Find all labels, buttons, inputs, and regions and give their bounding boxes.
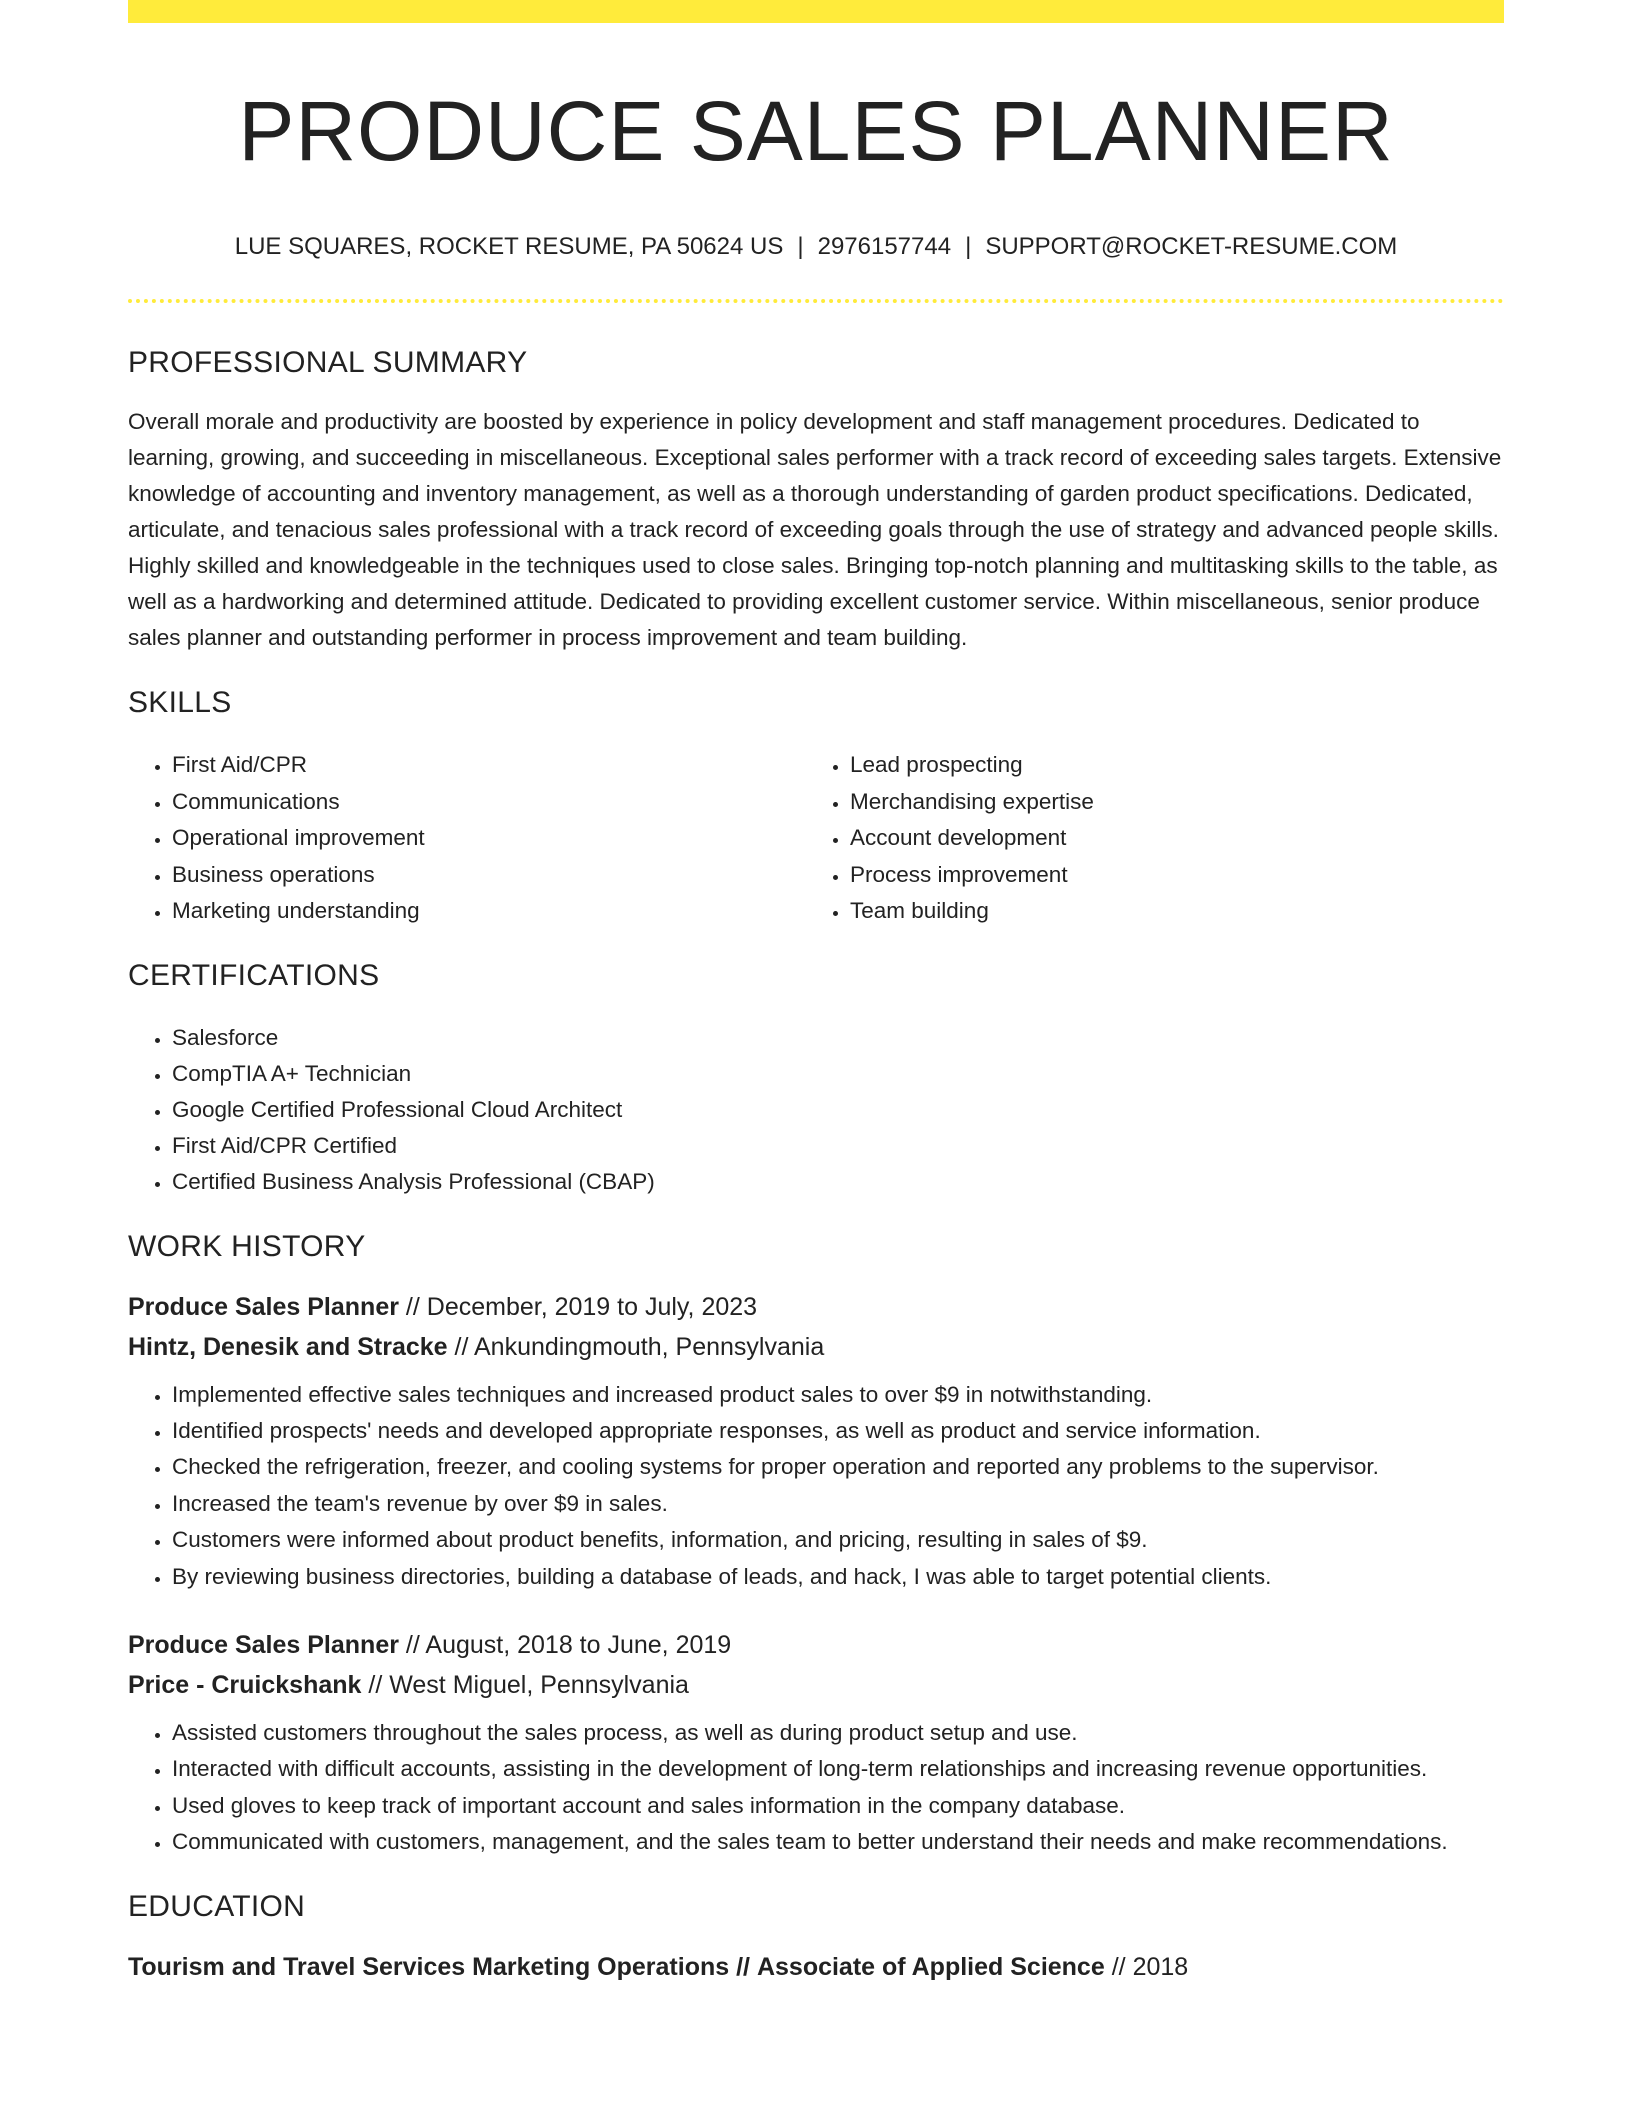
- job-bullets: [128, 1715, 1504, 1861]
- resume-title: PRODUCE SALES PLANNER: [238, 84, 1394, 178]
- job-bullet: • Communicated with customers, management, and the sales team to better understand their needs and make recommendations.: [172, 1824, 1504, 1860]
- skill-item: • Marketing understanding: [172, 893, 806, 930]
- job-location: Ankundingmouth, Pennsylvania: [474, 1332, 825, 1361]
- job-bullet: • By reviewing business directories, building a database of leads, and hack, I was able to target potential clients.: [172, 1559, 1504, 1595]
- job-bullets: [128, 1377, 1504, 1595]
- job-location: West Miguel, Pennsylvania: [389, 1670, 689, 1699]
- job-separator: //: [405, 1630, 420, 1659]
- job-separator: //: [454, 1332, 469, 1361]
- job-role-line: [128, 1625, 1504, 1665]
- skill-item: • Team building: [850, 893, 1504, 930]
- skill-item: • Merchandising expertise: [850, 784, 1504, 821]
- education-program: Tourism and Travel Services Marketing Operations: [128, 1952, 730, 1981]
- job-separator: //: [368, 1670, 383, 1699]
- skill-item: • Process improvement: [850, 857, 1504, 894]
- top-accent-bar: [128, 0, 1504, 23]
- job-role-line: [128, 1287, 1504, 1327]
- skill-item: • Operational improvement: [172, 820, 806, 857]
- work-history-heading: WORK HISTORY: [128, 1229, 366, 1263]
- resume-page: [128, 0, 1504, 1987]
- job-bullet: • Increased the team's revenue by over $9 in sales.: [172, 1486, 1504, 1522]
- skill-item: • Business operations: [172, 857, 806, 894]
- contact-separator: |: [965, 233, 972, 260]
- skills-left-list: [128, 747, 806, 930]
- skill-item: • Account development: [850, 820, 1504, 857]
- job-dates: December, 2019 to July, 2023: [426, 1292, 758, 1321]
- job-bullet: • Implemented effective sales techniques and increased product sales to over $9 in notwithstanding.: [172, 1377, 1504, 1413]
- job-entry: [128, 1625, 1504, 1861]
- education-entry: [128, 1947, 1504, 1987]
- skill-item: • Communications: [172, 784, 806, 821]
- job-company-line: [128, 1665, 1504, 1705]
- education-separator: //: [736, 1952, 750, 1981]
- job-company: Hintz, Denesik and Stracke: [128, 1332, 448, 1361]
- skill-item: • Lead prospecting: [850, 747, 1504, 784]
- job-bullet: • Interacted with difficult accounts, assisting in the development of long-term relationships and increasing revenue opportunities.: [172, 1751, 1504, 1787]
- certifications-heading: CERTIFICATIONS: [128, 958, 380, 992]
- contact-line: [128, 231, 1504, 263]
- skill-item: • First Aid/CPR: [172, 747, 806, 784]
- education-year: 2018: [1132, 1952, 1189, 1981]
- job-dates: August, 2018 to June, 2019: [425, 1630, 732, 1659]
- job-bullet: • Checked the refrigeration, freezer, and cooling systems for proper operation and reported any problems to the supervisor.: [172, 1449, 1504, 1485]
- certification-item: • Google Certified Professional Cloud Architect: [172, 1092, 1504, 1128]
- skills-right-list: [806, 747, 1504, 930]
- skills-heading: SKILLS: [128, 686, 232, 719]
- summary-heading: PROFESSIONAL SUMMARY: [128, 346, 528, 379]
- summary-text: Overall morale and productivity are boosted by experience in policy development and staff management procedures. Dedicated to learning, growing, and succeeding in miscellaneous. Exceptional sales performer with a track record of exceeding sales targets. Extensive knowledge of accounting and inventory management, as well as a thorough understanding of garden product specifications. Dedicated, articulate, and tenacious sales professional with a track record of exceeding goals through the use of strategy and advanced people skills. Highly skilled and knowledgeable in the techniques used to close sales. Bringing top-notch planning and multitasking skills to the table, as well as a hardworking and determined attitude. Dedicated to providing excellent customer service. Within miscellaneous, senior produce sales planner and outstanding performer in process improvement and team building.: [128, 409, 1502, 650]
- job-role: Produce Sales Planner: [128, 1630, 399, 1659]
- education-separator: //: [1111, 1952, 1126, 1981]
- job-company-line: [128, 1327, 1504, 1367]
- education-heading: EDUCATION: [128, 1889, 306, 1923]
- job-bullet: • Customers were informed about product benefits, information, and pricing, resulting in sales of $9.: [172, 1522, 1504, 1558]
- job-company: Price - Cruickshank: [128, 1670, 362, 1699]
- certification-item: • Certified Business Analysis Professional (CBAP): [172, 1164, 1504, 1200]
- job-bullet: • Assisted customers throughout the sales process, as well as during product setup and use.: [172, 1715, 1504, 1751]
- job-separator: //: [405, 1292, 420, 1321]
- contact-phone: 2976157744: [817, 233, 952, 260]
- certification-item: • CompTIA A+ Technician: [172, 1056, 1504, 1092]
- education-degree: Associate of Applied Science: [756, 1952, 1105, 1981]
- contact-email: SUPPORT@ROCKET-RESUME.COM: [985, 233, 1398, 260]
- contact-address: LUE SQUARES, ROCKET RESUME, PA 50624 US: [234, 233, 784, 260]
- certification-item: • Salesforce: [172, 1020, 1504, 1056]
- job-role: Produce Sales Planner: [128, 1292, 399, 1321]
- job-entry: [128, 1287, 1504, 1595]
- job-bullet: • Used gloves to keep track of important account and sales information in the company database.: [172, 1788, 1504, 1824]
- dotted-divider: [128, 299, 1504, 303]
- certifications-list: [128, 1020, 1504, 1201]
- skills-columns: [128, 747, 1504, 930]
- contact-separator: |: [797, 233, 804, 260]
- job-bullet: • Identified prospects' needs and developed appropriate responses, as well as product and service information.: [172, 1413, 1504, 1449]
- certification-item: • First Aid/CPR Certified: [172, 1128, 1504, 1164]
